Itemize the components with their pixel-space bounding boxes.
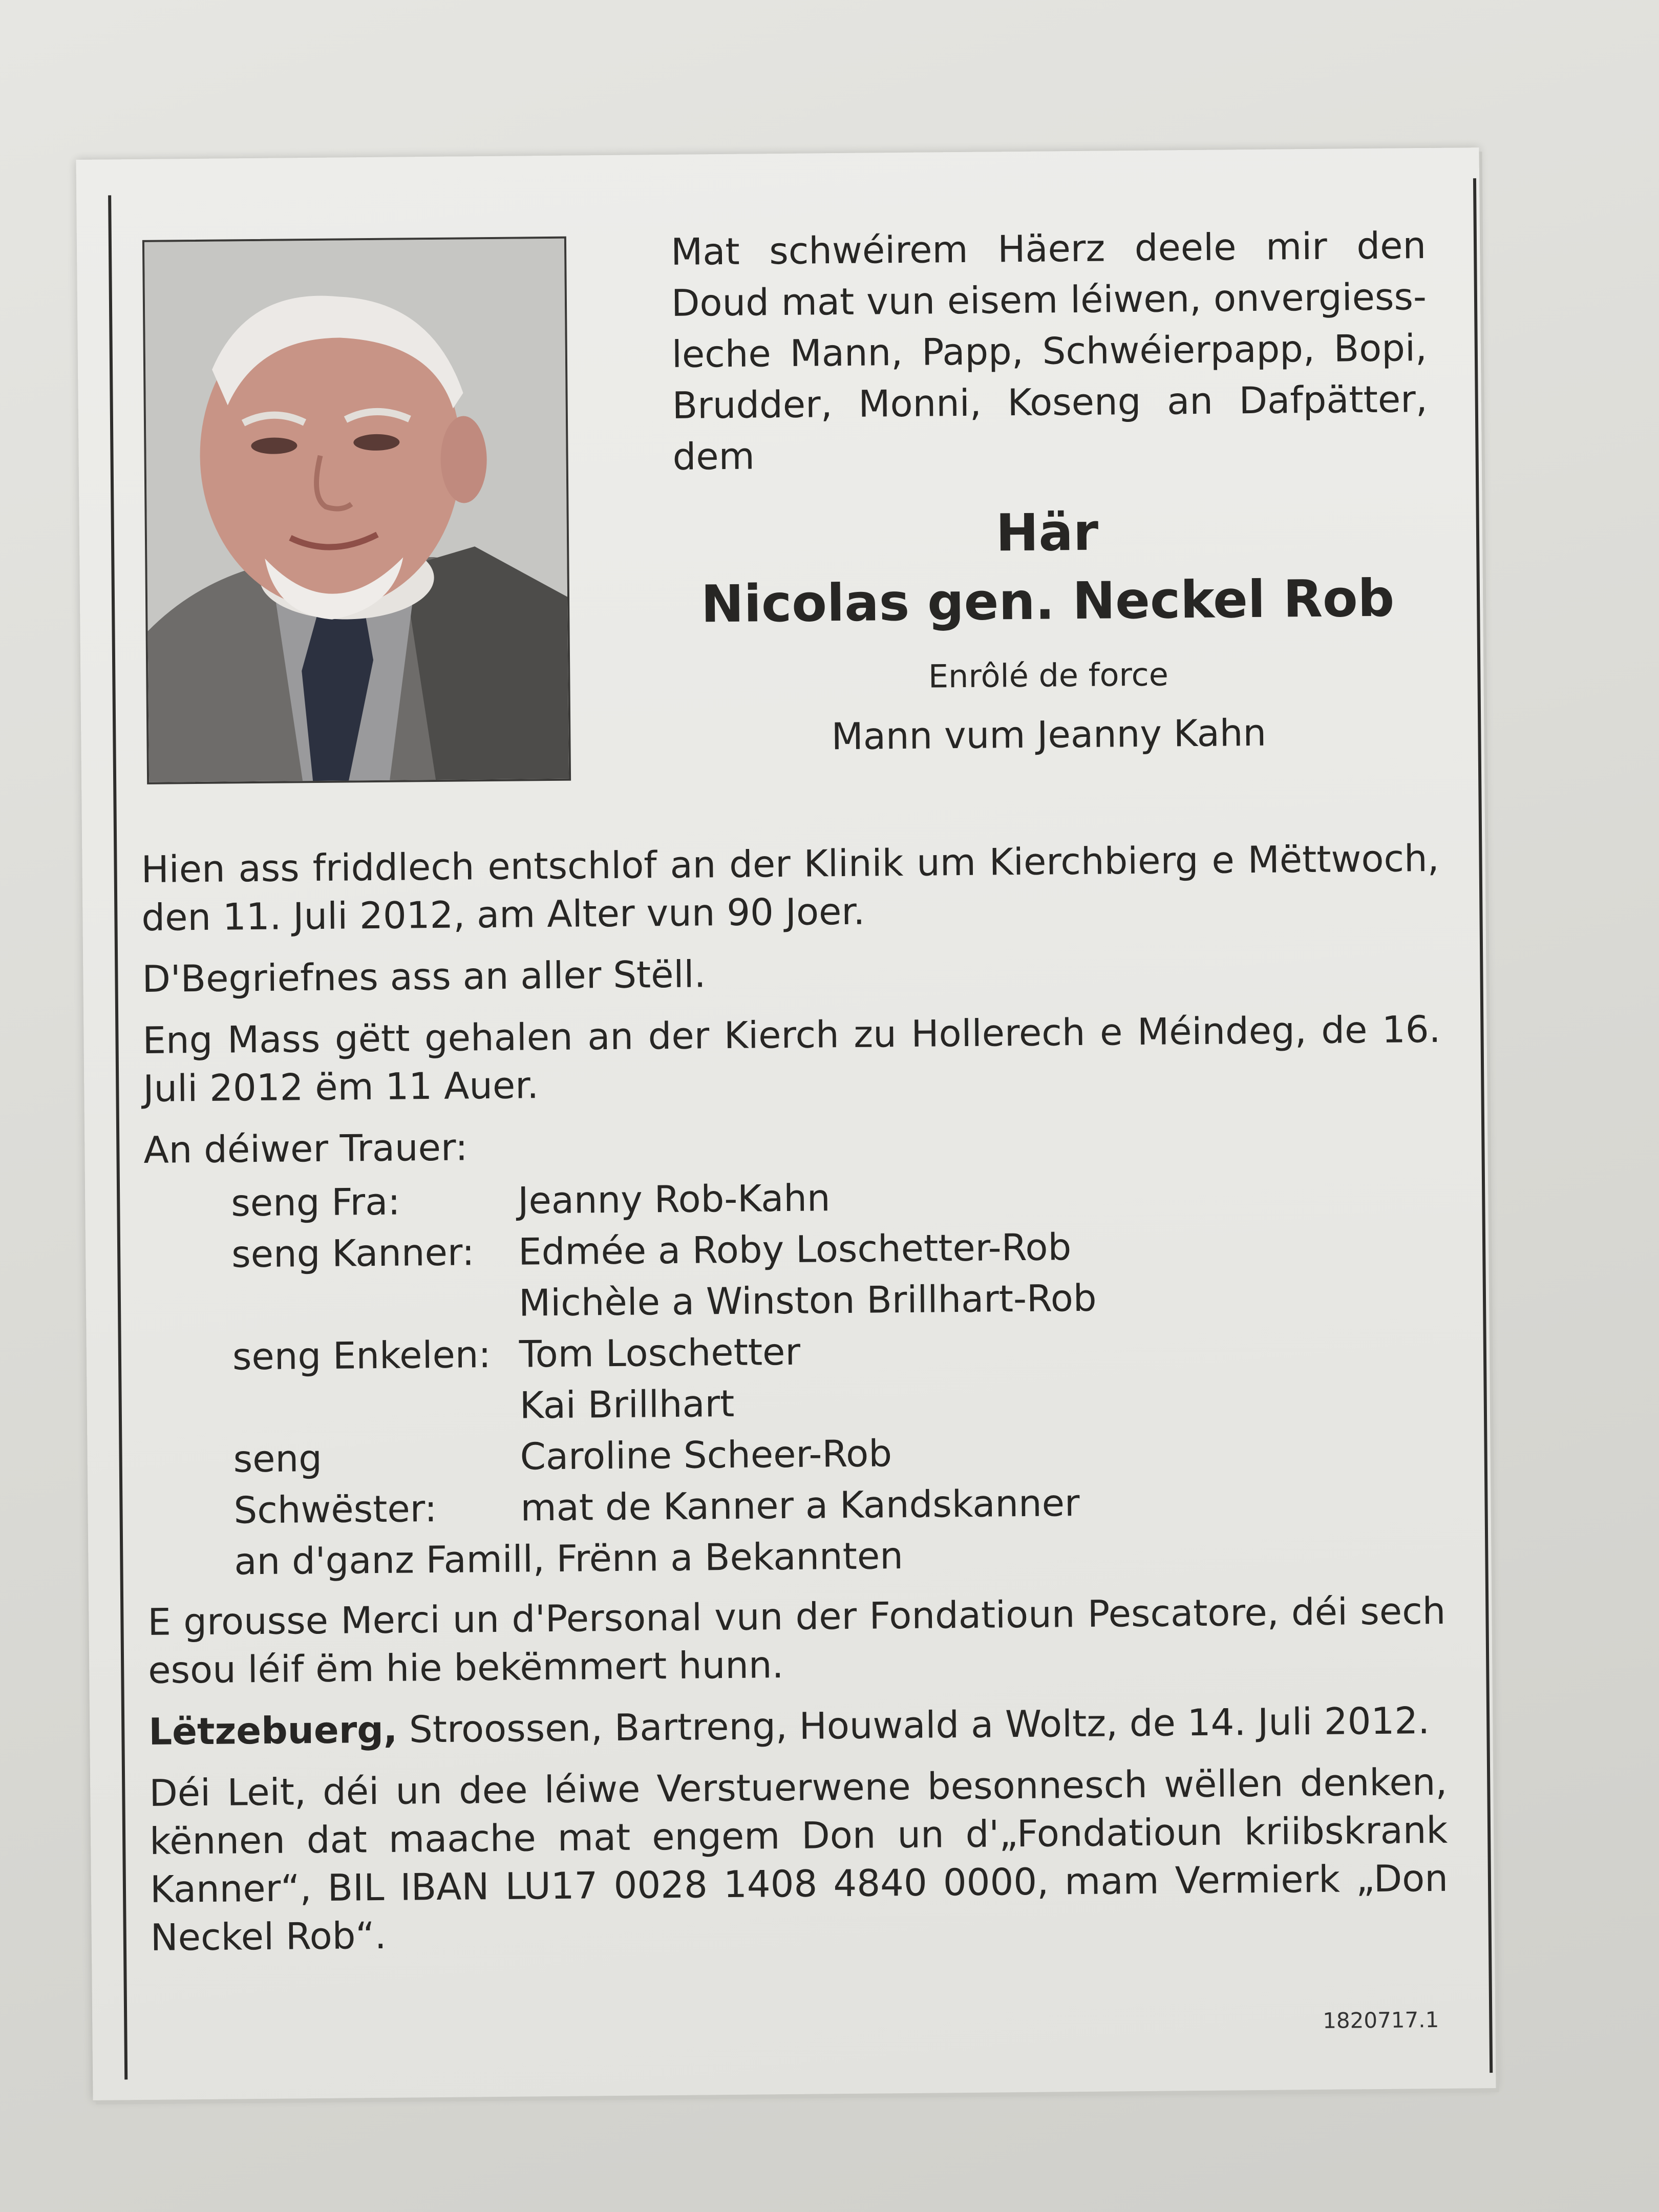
mass-paragraph: Eng Mass gëtt gehalen an der Kierch zu Hollerech e Méindeg, de 16. Juli 2012 ëm 11 Auer. bbox=[142, 1007, 1441, 1110]
mourner-role: seng Enkelen: bbox=[232, 1333, 492, 1378]
deceased-name: Nicolas gen. Neckel Rob bbox=[700, 568, 1395, 634]
mourner-name: Jeanny Rob-Kahn bbox=[517, 1176, 831, 1222]
intro-text: Mat schwéirem Häerz deele mir den Doud mat vun eisem léiwen, onvergiess-leche Mann, Papp, Schwéierpapp, Bopi, Brudder, Monni, Koseng an Dafpätter, dem bbox=[670, 224, 1428, 478]
obituary-notice bbox=[76, 147, 1496, 2100]
burial-paragraph: D'Begriefnes ass an aller Stëll. bbox=[142, 952, 706, 1001]
name-block bbox=[591, 496, 1504, 762]
subtitle-spouse: Mann vum Jeanny Kahn bbox=[831, 711, 1267, 758]
notice-body bbox=[141, 834, 1449, 1975]
mourner-name: Caroline Scheer-Rob bbox=[520, 1432, 892, 1478]
place-date-line bbox=[148, 1696, 1447, 1756]
mourner-role: seng Kanner: bbox=[231, 1230, 475, 1276]
mourner-role bbox=[145, 1278, 519, 1332]
mourner-role: seng Fra: bbox=[230, 1180, 400, 1225]
frame-line-left bbox=[108, 195, 127, 2079]
thanks-paragraph: E grousse Merci un d'Personal vun der Fondatioun Pescatore, déi sech esou léif ëm hie bekëmmert hunn. bbox=[147, 1589, 1446, 1692]
mourning-heading: An déiwer Trauer: bbox=[143, 1125, 468, 1172]
mourner-name: Tom Loschetter bbox=[519, 1330, 801, 1376]
place-bold: Lëtzebuerg, bbox=[148, 1708, 398, 1753]
mourner-name: Kai Brillhart bbox=[519, 1381, 735, 1427]
donation-paragraph: Déi Leit, déi un dee léiwe Verstuerwene besonnesch wëllen denken, kënnen dat maache mat engem Don un d'„Fondatioun kriibskrank Kanner“, BIL IBAN LU17 0028 1408 4840 0000, mam Vermierk „Don Neckel Rob“. bbox=[148, 1760, 1449, 1959]
mourner-name: Edmée a Roby Loschetter-Rob bbox=[518, 1225, 1072, 1273]
subtitle-enrole: Enrôlé de force bbox=[928, 655, 1169, 695]
reference-number: 1820717.1 bbox=[1322, 2007, 1439, 2033]
death-paragraph: Hien ass friddlech entschlof an der Klinik um Kierchbierg e Mëttwoch, den 11. Juli 2012, am Alter vun 90 Joer. bbox=[141, 836, 1439, 939]
mourner-role: seng Schwëster: bbox=[233, 1436, 437, 1532]
salutation: Här bbox=[995, 502, 1099, 563]
mourners-closing: an d'ganz Famill, Frënn a Bekannten bbox=[234, 1534, 904, 1583]
mourner-role bbox=[145, 1380, 520, 1434]
mourner-name: mat de Kanner a Kandskanner bbox=[520, 1481, 1080, 1529]
mourner-role bbox=[146, 1482, 521, 1537]
mourners-list bbox=[144, 1167, 1445, 1588]
place-rest: Stroossen, Bartreng, Houwald a Woltz, de 14. Juli 2012. bbox=[397, 1699, 1430, 1751]
portrait-photo bbox=[142, 237, 571, 784]
mourner-name: Michèle a Winston Brillhart-Rob bbox=[518, 1276, 1097, 1325]
portrait-photo-illustration bbox=[144, 239, 569, 782]
